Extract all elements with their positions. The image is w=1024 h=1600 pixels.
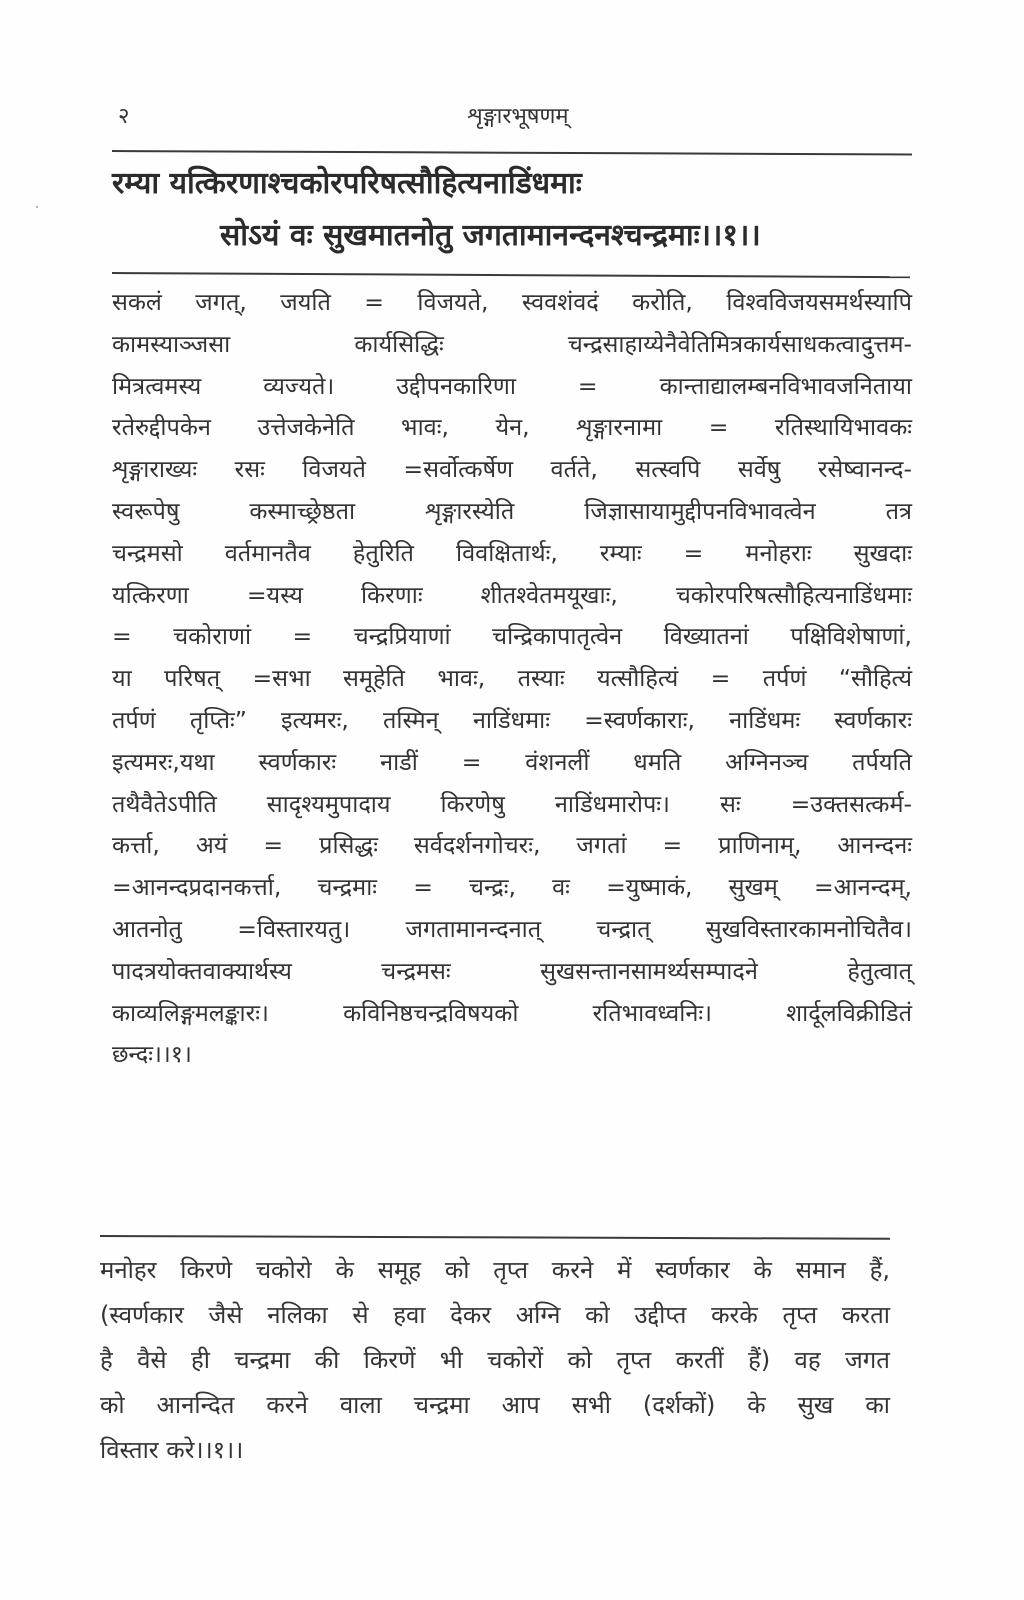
verse-block (112, 158, 912, 262)
commentary-line: या परिषत् =सभा समूहेति भावः, तस्याः यत्सौहित्यं = तर्पणं “सौहित्यं (112, 664, 912, 693)
verse-rule (112, 272, 910, 278)
hindi-translation (100, 1248, 890, 1473)
commentary-line: कर्त्ता, अयं = प्रसिद्धः सर्वदर्शनगोचरः, जगतां = प्राणिनाम्, आनन्दनः (112, 831, 912, 860)
verse-line-2: सोऽयं वः सुखमातनोतु जगतामानन्दनश्चन्द्रमाः।।१।। (220, 218, 761, 253)
running-head (118, 100, 918, 140)
commentary-line: चन्द्रमसो वर्तमानतैव हेतुरिति विवक्षितार्थः, रम्याः = मनोहराः सुखदाः (112, 538, 912, 567)
scan-speck (36, 206, 38, 208)
commentary-line: तथैवैतेऽपीति सादृश्यमुपादाय किरणेषु नाडिंधमारोपः। सः =उक्तसत्कर्म- (112, 789, 912, 818)
verse-line-1: रम्या यत्किरणाश्चकोरपरिषत्सौहित्यनाडिंधमाः (112, 166, 582, 201)
commentary-line: यत्किरणा =यस्य किरणाः शीतश्वेतमयूखाः, चकोरपरिषत्सौहित्यनाडिंधमाः (112, 580, 912, 609)
header-rule (112, 150, 912, 155)
translation-line: है वैसे ही चन्द्रमा की किरणें भी चकोरों को तृप्त करतीं हैं) वह जगत (100, 1346, 890, 1374)
commentary-line: स्वरूपेषु कस्माच्छ्रेष्ठता शृङ्गारस्येति जिज्ञासायामुद्दीपनविभावत्वेन तत्र (112, 496, 912, 525)
commentary-line: इत्यमरः,यथा स्वर्णकारः नाडीं = वंशनलीं धमति अग्निनञ्च तर्पयति (112, 747, 912, 776)
commentary-line: कामस्याञ्जसा कार्यसिद्धिः चन्द्रसाहाय्येनैवेतिमित्रकार्यसाधकत्वादुत्तम- (112, 329, 912, 358)
commentary-line: तर्पणं तृप्तिः” इत्यमरः, तस्मिन् नाडिंधमाः =स्वर्णकाराः, नाडिंधमः स्वर्णकारः (112, 705, 912, 734)
translation-line: मनोहर किरणे चकोरो के समूह को तृप्त करने में स्वर्णकार के समान हैं, (100, 1256, 890, 1284)
page-number: २ (118, 104, 130, 129)
translation-rule (100, 1235, 890, 1240)
book-title: शृङ्गारभूषणम् (467, 104, 569, 129)
translation-line: (स्वर्णकार जैसे नलिका से हवा देकर अग्नि को उद्दीप्त करके तृप्त करता (100, 1301, 890, 1329)
commentary-line: पादत्रयोक्तवाक्यार्थस्य चन्द्रमसः सुखसन्तानसामर्थ्यसम्पादने हेतुत्वात् (112, 956, 912, 985)
commentary-line: आतनोतु =विस्तारयतु। जगतामानन्दनात् चन्द्रात् सुखविस्तारकामनोचितैव। (112, 914, 912, 943)
commentary-line: छन्दः।।१। (112, 1040, 192, 1069)
commentary-line: =आनन्दप्रदानकर्त्ता, चन्द्रमाः = चन्द्रः, वः =युष्माकं, सुखम् =आनन्दम्, (112, 873, 912, 902)
commentary-line: काव्यलिङ्गमलङ्कारः। कविनिष्ठचन्द्रविषयको रतिभावध्वनिः। शार्दूलविक्रीडितं (112, 998, 912, 1027)
commentary-line: = चकोराणां = चन्द्रप्रियाणां चन्द्रिकापातृत्वेन विख्यातनां पक्षिविशेषाणां, (112, 622, 912, 651)
translation-line: को आनन्दित करने वाला चन्द्रमा आप सभी (दर्शकों) के सुख का (100, 1391, 890, 1419)
commentary-line: सकलं जगत्, जयति = विजयते, स्ववशंवदं करोति, विश्वविजयसमर्थस्यापि (112, 288, 912, 316)
commentary-line: मित्रत्वमस्य व्यज्यते। उद्दीपनकारिणा = कान्ताद्यालम्बनविभावजनिताया (112, 371, 912, 400)
sanskrit-commentary (112, 282, 912, 1076)
commentary-line: रतेरुद्दीपकेन उत्तेजकेनेति भावः, येन, शृङ्गारनामा = रतिस्थायिभावकः (112, 413, 912, 442)
commentary-line: शृङ्गाराख्यः रसः विजयते =सर्वोत्कर्षेण वर्तते, सत्स्वपि सर्वेषु रसेष्वानन्द- (112, 455, 912, 484)
translation-line: विस्तार करे।।१।। (100, 1436, 244, 1464)
